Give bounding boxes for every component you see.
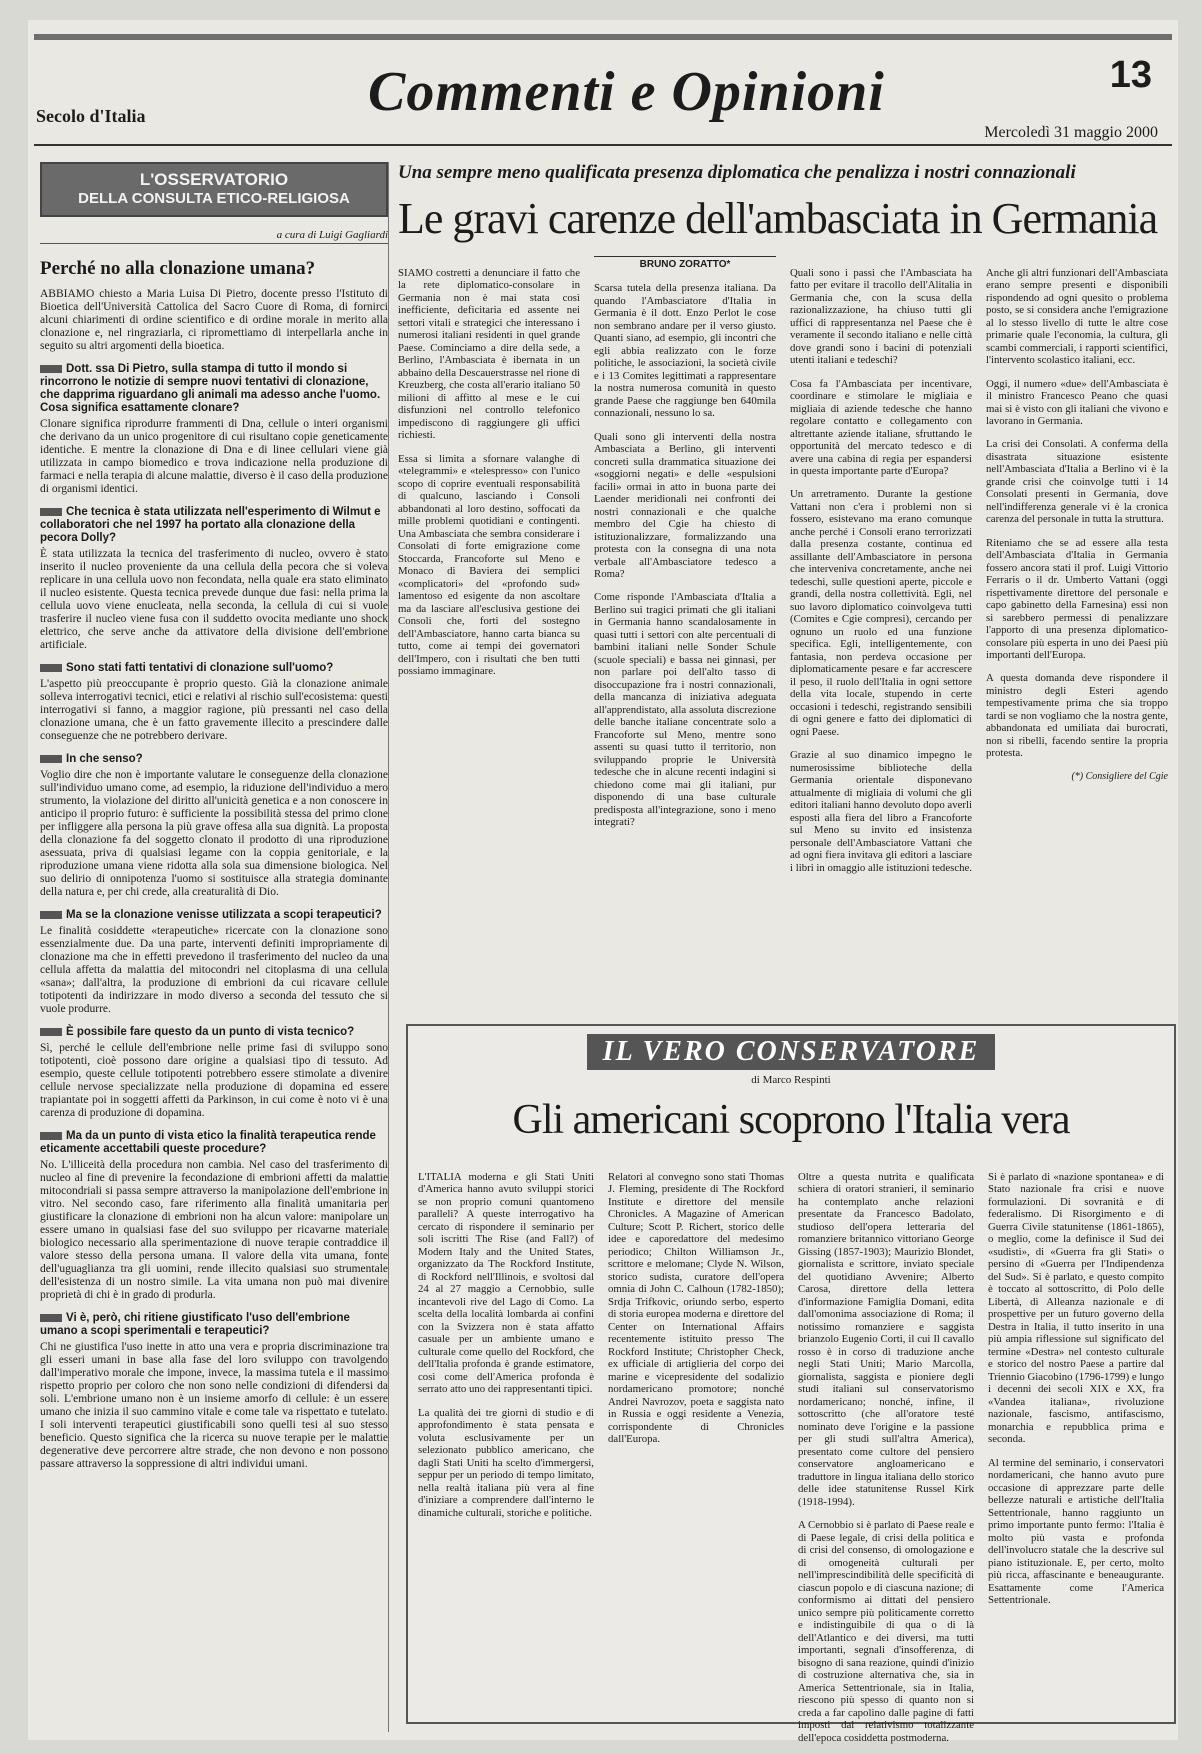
bullet-marker [40,911,62,919]
article-paragraph: Come risponde l'Ambasciata d'Italia a Berlino sui tragici primati che gli italiani in Germania hanno scandalosamente in quasi tutti i settori con alte percentuali di bambini italiani nelle Sonder Schule (scuole speciali) e bassa nei ginnasi, per non parlare poi dell'alto tasso di disoccupazione fra i nostri connazionali, della mancanza di iniziativa adeguata all'apprendistato, alla assoluta discrezione delle banche italiane concentrate solo a Francoforte sul Meno, mentre sono assenti su quasi tutto il territorio, non sviluppando proprie le Università tedesche che in alcune recenti indagini si chiedono come mai gli italiani, pur disponendo di una base culturale predisposta all'integrazione, sono i meno integrati? [594,591,776,829]
article-column [594,256,776,1016]
article-column [398,256,580,1016]
qa-item [40,909,388,1016]
top-rule [34,34,1172,40]
qa-question [40,1130,388,1156]
column-text [798,1160,974,1744]
qa-answer: Chi ne giustifica l'uso inette in atto una vera e propria discriminazione tra gli esseri umani in base alla fase del loro sviluppo con travolgendo dall'imperativo morale che impone, invece, la massima tutela e il massimo rispetto proprio per coloro che non sono nelle condizioni di difendersi da soli. L'embrione umano non è un insieme amorfo di cellule: è un essere umano che inizia il suo cammino vitale e come tale va rispettato e tutelato. I soli interventi terapeutici giustificabili sono quelli tesi al suo stesso beneficio. Questo significa che la ricerca su nuove terapie per le malattie degenerative deve percorrere altre strade, che non devono e non possono passare attraverso la soppressione di altri individui umani. [40,1341,388,1470]
question-text: Che tecnica è stata utilizzata nell'esperimento di Wilmut e collaboratori che nel 1997 ha portato alla clonazione della pecora Dolly? [40,506,381,544]
question-text: Ma da un punto di vista etico la finalità terapeutica rende eticamente accettabili queste procedure? [40,1130,376,1155]
qa-answer: Le finalità cosiddette «terapeutiche» ricercate con la clonazione sono essenzialmente due. Da una parte, interventi definiti impropriamente di clonazione ma che in effetti prevedono il trasferimento del nucleo da una cellula affetta da malattia del mitocondri nel citoplasma di una cellula «sana»; dall'altra, la produzione di embrioni da cui ricavare cellule totipotenti da indirizzare in modo diverso a seconda del tessuto che si vuole produrre. [40,925,388,1015]
qa-question [40,909,388,922]
article-paragraph: Quali sono i passi che l'Ambasciata ha fatto per evitare il tracollo dell'Alitalia in Germania che, con la scusa della razionalizzazione, ha chiuso tutti gli uffici di rappresentanza nel Paese che è veramente il secondo italiano e nelle città dove grandi sono i bacini di potenziali utenti italiani e tedeschi? [790,266,972,367]
article-paragraph: Quali sono gli interventi della nostra Ambasciata a Berlino, gli interventi concreti sulla drammatica situazione dei «soggiorni negati» e delle «espulsioni facili» ormai in atto in buona parte dei Laender meridionali nei confronti dei nostri connazionali e che qualche membro del Cgie ha chiesto di istituzionalizzare, formalizzando una protesta con la consegna di una nota verbale all'Ambasciatore tedesco a Roma? [594,430,776,581]
embassy-article [398,162,1168,1002]
column-text [988,1160,1164,1720]
observatory-header [40,162,388,217]
qa-answer: Clonare significa riprodurre frammenti di Dna, cellule o interi organismi che derivano da un unico progenitore di cui risultano copie geneticamente identiche. E mentre la clonazione di Dna e di linee cellulari viene già utilizzata in campo biomedico e trova indicazione nella produzione di farmaci e nella terapia di alcune malattie, diverso è il caso della produzione di organismi identici. [40,418,388,495]
column-text-columns [418,1160,1164,1744]
qa-item [40,1130,388,1302]
article-kicker: Una sempre meno qualificata presenza diplomatica che penalizza i nostri connazionali [398,162,1076,183]
article-paragraph: La crisi dei Consolati. A conferma della disastrata situazione esistente nell'Ambasciata d'Italia a Berlino vi è la grande crisi che coinvolge tutti i 14 Consolati presenti in Germania, dove nell'indifferenza generale vi è la cronica carenza del personale in tutta la struttura. [986,438,1168,526]
article-paragraph: Riteniamo che se ad essere alla testa dell'Ambasciata d'Italia in Germania fossero ancora stati il prof. Luigi Vittorio Ferraris o il dr. Umberto Vattani (oggi rispettivamente direttore del personale e capo gabinetto della Farnesina) essi non si sarebbero permessi di penalizzare l'apporto di una presenza diplomatico-consolare più esperta in uno dei Paesi più importanti dell'Europa. [986,536,1168,662]
column-paragraph: A Cernobbio si è parlato di Paese reale e di Paese legale, di crisi della politica e di crisi del consenso, di omologazione e di omogeneità culturali per nell'imprescindibilità delle specificità di ciascun popolo e di ciascuna nazione; di conformismo ai dittati del pensiero unico sempre più politicamente corretto e indistinguibile di qua o di là dell'Atlantico e dei diversi, ma tutti importanti, segnali d'insofferenza, di bisogno di sana reazione, quindi d'inizio di costruzione alternativa che, sia in America Settentrionale, sia in Italia, riescono più spesso di quanto non si creda a far capolino dalle pagine di fatti imposti dal relativismo totalizzante dell'epoca cosiddetta postmoderna. [798,1519,974,1744]
article-paragraph: Grazie al suo dinamico impegno le numerosissime biblioteche della Germania orientale disponevano attualmente di migliaia di volumi che gli editori italiani hanno devoluto dopo averli esposti alla fiera del libro a Francoforte sul Meno su invito ed insistenza personale dell'Ambasciatore Vattani che ad ogni fiera invitava gli editori a lasciare i libri in omaggio alle istituzioni tedesche. [790,749,973,874]
column-paragraph: Al termine del seminario, i conservatori nordamericani, che hanno avuto pure occasione di apprezzare parte delle bellezze naturali e artistiche dell'Italia Settentrionale, hanno raggiunto un primo importante punto fermo: l'Italia è molto più vasta e profonda dell'involucro statale che la descrive sul piano istituzionale. E, per certo, molto più ricca, affascinante e beneaugurante. Esattamente come l'America Settentrionale. [988,1456,1164,1607]
article-paragraph: Anche gli altri funzionari dell'Ambasciata erano sempre presenti e disponibili rispondendo ad ogni quesito o problema posto, se si considera anche l'emigrazione al lo stesso livello di tutte le altre cose primarie quale l'economia, la cultura, gli scambi commerciali, i rapporti scientifici, l'intervento scolastico italiani, ecc. [986,266,1168,367]
article-column [986,256,1168,1016]
conservatore-box [406,1024,1176,1744]
newspaper-logo: Secolo d'Italia [36,106,146,126]
column-headline: Gli americani scoprono l'Italia vera [512,1097,1070,1143]
qa-question [40,363,388,415]
column-author: di Marco Respinti [751,1074,831,1086]
observatory-curator: a cura di Luigi Gagliardi [40,229,388,244]
page-number: 13 [1109,54,1152,96]
column-paragraph: Relatori al convegno sono stati Thomas J. Fleming, presidente di The Rockford Institute e direttore del mensile Chronicles. A Magazine of American Culture; Scott P. Richert, storico delle idee e caporedattore del medesimo periodico; Chilton Williamson Jr., scrittore e melomane; Clyde N. Wilson, storico sudista, curatore dell'opera omnia di John C. Calhoun (1782-1850); Srdja Trifkovic, oriundo serbo, esperto di storia europea moderna e direttore del Center on International Affairs recentemente istituito presso The Rockford Institute; Christopher Check, ex ufficiale di artiglieria del corpo dei marine e vicepresidente del sodalizio nordamericano promotore; nonché Andrei Navrozov, poeta e saggista nato in Russia e oggi residente a Venezia, corrispondente di Chronicles dall'Europa. [608,1170,784,1446]
qa-answer: Voglio dire che non è importante valutare le conseguenze della clonazione sull'individuo umano come, ad esempio, la riduzione dell'individuo a mero strumento, la violazione del diritto all'unicità genetica e a non conoscere in anticipo il proprio futuro: è sufficiente la possibilità stessa del primo clone per infliggere alla persona la più grave offesa alla sua dignità. La proposta della clonazione fa del soggetto clonato il prodotto di una riproduzione asessuata, priva di qualsiasi legame con la coppia genitoriale, e la riproduzione umana viene ridotta alla sola sua dimensione biologica. Nel suo delirio di onnipotenza l'uomo si sostituisce alla strategia dominante della natura e, per chi crede, alla creaturalità di Dio. [40,769,388,898]
masthead-rule [34,144,1172,146]
question-text: In che senso? [66,753,143,765]
observatory-headline: Perché no alla clonazione umana? [40,258,316,279]
bullet-marker [40,1314,62,1322]
article-paragraph: SIAMO costretti a denunciare il fatto che la rete diplomatico-consolare in Germania non è mai stata così inefficiente, deficitaria ed assente nei settori vitali e strategici che interessano i numerosi italiani residenti in quel grande Paese. Cominciamo a dire della sede, a Berlino, l'Ambasciata è ibernata in un abbaino della Descauerstrasse nel rione di Kreuzberg, che costa all'erario italiano 50 milioni di affitto al mese e le cui disfunzioni nel controllo telefonico impediscono di raggiungere gli uffici richiesti. [398,266,580,442]
question-text: Sono stati fatti tentativi di clonazione sull'uomo? [66,662,334,674]
bullet-marker [40,755,62,763]
question-text: Ma se la clonazione venisse utilizzata a scopi terapeutici? [66,909,382,921]
column-paragraph: La qualità dei tre giorni di studio e di approfondimento è stata pensata e voluta esclusivamente per un selezionato pubblico americano, che dagli Stati Uniti ha scelto d'immergersi, seppur per un periodo di tempo limitato, nella realtà italiana più vera al fine d'iniziare a comprendere dall'interno le dinamiche culturali, storiche e politiche. [418,1406,594,1519]
qa-question [40,662,388,675]
bullet-marker [40,365,62,373]
column-text [418,1160,594,1720]
qa-question [40,1026,388,1039]
article-paragraph: A questa domanda deve rispondere il ministro degli Esteri agendo tempestivamente prima che sia troppo tardi se non vogliamo che la nostra gente, abbandonata ed umiliata dai burocrati, non si ribelli, facendo sentire la propria protesta. [986,672,1168,760]
question-text: Vi è, però, chi ritiene giustificato l'uso dell'embrione umano a scopi sperimentali e terapeutici? [40,1312,350,1337]
qa-list [40,363,388,1471]
column-paragraph: L'ITALIA moderna e gli Stati Uniti d'America hanno avuto sviluppi storici se non proprio comuni quantomeno paralleli? A queste interrogativo ha cercato di rispondere il seminario per soli iscritti The Rise (and Fall?) of Modern Italy and the United States, organizzato da The Rockford Institute, di Rockford nell'Illinois, e svoltosi dal 24 al 27 maggio a Cernobbio, sulle incantevoli rive del Lago di Como. La scelta della località lombarda ai confini con la Svizzera non è stata affatto casuale per un ambiente umano e culturale come quello del Rockford, che dell'Italia profonda è grande estimatore, così come dell'America profonda è serrato atto uno dei rappresentanti tipici. [418,1170,594,1396]
bullet-marker [40,508,62,516]
column-name: IL VERO CONSERVATORE [587,1034,996,1070]
column-paragraph: Si è parlato di «nazione spontanea» e di Stato nazionale fra crisi e nuove formulazioni. Di sovranità e di federalismo. Di Risorgimento e di Guerra Civile statunitense (1861-1865), o meglio, come la definisce il Sud dei «sudisti», di «Guerra fra gli Stati» o persino di «Guerra per l'Indipendenza del Sud». Si è parlato, e questo compito è toccato al sottoscritto, di Polo delle Libertà, di Alleanza nazionale e di prospettive per un futuro governo della Destra in Italia, il tutto inserito in una più ampia riflessione sul significato del termine «Destra» nel contesto culturale e storico del nostro Paese a partire dal Triennio Giacobino (1796-1799) e lungo i decenni dei secoli XIX e XX, fra «Vandea italiana», rivoluzione nazionale, fascismo, antifascismo, monarchia e repubblica prima e seconda. [988,1170,1164,1446]
bullet-marker [40,1132,62,1140]
qa-answer: Sì, perché le cellule dell'embrione nelle prime fasi di sviluppo sono totipotenti, cioè possono dare origine a qualsiasi tipo di tessuto. Ad esempio, queste cellule totipotenti potrebbero essere stimolate a divenire cellule nervose specializzate nella produzione di dopamina ed essere trapiantate poi in soggetti affetti da Parkinson, in cui come è noto vi è una carenza di produzione di dopamina. [40,1042,388,1119]
observatory-intro: ABBIAMO chiesto a Maria Luisa Di Pietro, docente presso l'Istituto di Bioetica dell'Università Cattolica del Sacro Cuore di Roma, di fornirci alcuni chiarimenti di ordine scientifico e di ordine morale in merito alla clonazione e, nel ringraziarla, ci ripromettiamo di interpellarla anche in seguito su altri argomenti della bioetica. [40,288,388,352]
observatory-title: L'OSSERVATORIO [139,170,289,189]
qa-question [40,1312,388,1338]
column-paragraph: Oltre a questa nutrita e qualificata schiera di oratori stranieri, il seminario ha contemplato anche relazioni presentate da Francesco Badolato, studioso dell'opera letteraria del romanziere britannico vittoriano George Gissing (1857-1903); Maurizio Blondet, giornalista e scrittore, inviato speciale del quotidiano Avvenire; Alberto Carosa, direttore della lettera d'informazione Famiglia Domani, edita dall'omonima associazione di Roma; il notissimo romanziere e saggista brianzolo Eugenio Corti, il cui Il cavallo rosso è in corso di traduzione anche negli Stati Uniti; Mario Marcolla, giornalista, saggista e pioniere degli studi italiani sul conservatorismo nordamericano; nonché, infine, il sottoscritto (che all'oratore testé nominato deve l'origine e la passione per gli studi sull'altra America), presentato come cultore del pensiero conservatore angloamericano e traduttore in lingua italiana dello storico delle idee statunitense Russel Kirk (1918-1994). [798,1170,974,1508]
article-byline: BRUNO ZORATTO* [594,256,776,272]
article-paragraph: Essa si limita a sfornare valanghe di «telegrammi» e «telespresso» con l'unico scopo di coprire eventuali responsabilità di qualcuno, lasciando i Consoli abbandonati al loro destino, soffocati da mille problemi quotidiani e contingenti. Una Ambasciata che sembra considerare i Consolati di forte emigrazione come Stoccarda, Francoforte sul Meno e Monaco di Baviera dei semplici «complicatori» del «profondo sud» lamentoso ed esigente da non ascoltare ma da lasciare all'esclusiva gestione dei Consoli che, forti del sostegno dell'Ambasciatore, hanno carta bianca su tutto, come ai tempi dei governatori dell'Impero, con i risultati che ben tutti possiamo immaginare. [398,452,580,678]
qa-answer: È stata utilizzata la tecnica del trasferimento di nucleo, ovvero è stato inserito il nucleo proveniente da una cellula della pecora che si voleva replicare in una cellula uovo non fecondata, nella quale era stato eliminato il nucleo esistente. Questa tecnica prevede dunque due fasi: nella prima la cellula uovo viene enucleata, nella seconda, la cellula di cui si vuole trasferire il nucleo viene fusa con il suddetto ovocita mediante uno shock elettrico, che serve anche da attivatore della divisione dell'embrione artificiale. [40,548,388,651]
section-title: Commenti e Opinioni [368,61,885,123]
bullet-marker [40,664,62,672]
qa-question [40,506,388,545]
qa-item [40,662,388,743]
observatory-subtitle: DELLA CONSULTA ETICO-RELIGIOSA [78,190,350,207]
column-text [608,1160,784,1720]
qa-question [40,753,388,766]
qa-item [40,1026,388,1120]
column-header [418,1034,1164,1086]
issue-date: Mercoledì 31 maggio 2000 [984,124,1158,141]
article-paragraph: Cosa fa l'Ambasciata per incentivare, coordinare e stimolare le migliaia e migliaia di aziende tedesche che hanno regolare contatto e collegamento con altrettante aziende italiane, sfruttando le opportunità del mercato tedesco e di avere una cabina di regia per espandersi in questa importante parte d'Europa? [790,377,972,478]
qa-item [40,363,388,496]
article-column [790,256,972,1016]
article-paragraph: Oggi, il numero «due» dell'Ambasciata è il ministro Francesco Peano che quasi mai si è visto con gli italiani che vivono e lavorano in Germania. [986,377,1168,428]
observatory-column [40,162,389,1732]
bullet-marker [40,1028,62,1036]
question-text: Dott. ssa Di Pietro, sulla stampa di tutto il mondo si rincorrono le notizie di sempre nuovi tentativi di clonazione, che dapprima riguardano gli animali ma adesso anche l'uomo. Cosa significa esattamente clonare? [40,363,381,414]
qa-item [40,1312,388,1471]
article-headline: Le gravi carenze dell'ambasciata in Germania [398,194,1158,243]
qa-answer: No. L'illiceità della procedura non cambia. Nel caso del trasferimento di nucleo al fine di prevenire la fecondazione di embrioni affetti da malattie mitocondriali si passa sempre attraverso la manipolazione dell'embrione in vitro. Nel secondo caso, fare riferimento alla finalità umanitaria per giustificare la clonazione di embrioni non ha alcun valore: manipolare un essere umano in qualsiasi fase del suo sviluppo per ricavarne materiale biologico necessario alla sperimentazione di nuove terapie contraddice il valore stesso della persona umana. Il valore della vita umana, fonte dell'uguaglianza tra gli uomini, rende illecito qualsiasi suo strumentale dell'esistenza di un nostro simile. La vita umana non può mai divenire proprietà di chi è in grado di produrla. [40,1159,388,1301]
qa-answer: L'aspetto più preoccupante è proprio questo. Già la clonazione animale solleva interrogativi tecnici, etici e relativi al rischio sull'ecosistema: questi interrogativi si fanno, a maggior ragione, più pressanti nel caso della clonazione umana, che è un fatto gravemente illecito a prescindere dalle conseguenze che ne potrebbero derivare. [40,678,388,742]
newspaper-page [28,20,1178,1744]
article-paragraph: Scarsa tutela della presenza italiana. Da quando l'Ambasciatore d'Italia in Germania è il dott. Enzo Perlot le cose non sembrano andare per il verso giusto. Quanti siano, ad esempio, gli incontri che egli abbia realizzato con le forze politiche, le associazioni, la società civile e i 13 Comites legittimati a rappresentare la nostra numerosa comunità in questo grande Paese che raggiunge ben 640mila connazionali, nessuno lo sa. [594,282,776,420]
question-text: È possibile fare questo da un punto di vista tecnico? [66,1026,355,1038]
article-columns [398,256,1168,1016]
article-paragraph: Un arretramento. Durante la gestione Vattani non c'era i problemi non si fossero, esistevano ma erano comunque anche perché i Consoli erano terrorizzati dalla presenza costante, continua ed assillante dell'Ambasciatore in persona che interveniva concretamente, anche nei tedeschi, sulle questioni aperte, piccole e grandi, della nostra collettività. Egli, nel suo lavoro diplomatico coinvolgeva tutti (Comites e Cgie compresi), cercando per ognuno un ruolo ed una funzione specifica. Egli, intelligentemente, con fantasia, non perdeva occasione per diplomaticamente pesare e far accrescere il peso, il ruolo dell'Italia in ogni settore della vita locale, stupendo in certe occasioni i tedeschi, registrando sensibili di ogni genere e fatto dei diplomatici di ogni Paese. [790,488,972,738]
qa-item [40,753,388,899]
article-footnote: (*) Consigliere del Cgie [1071,770,1168,782]
qa-item [40,506,388,652]
